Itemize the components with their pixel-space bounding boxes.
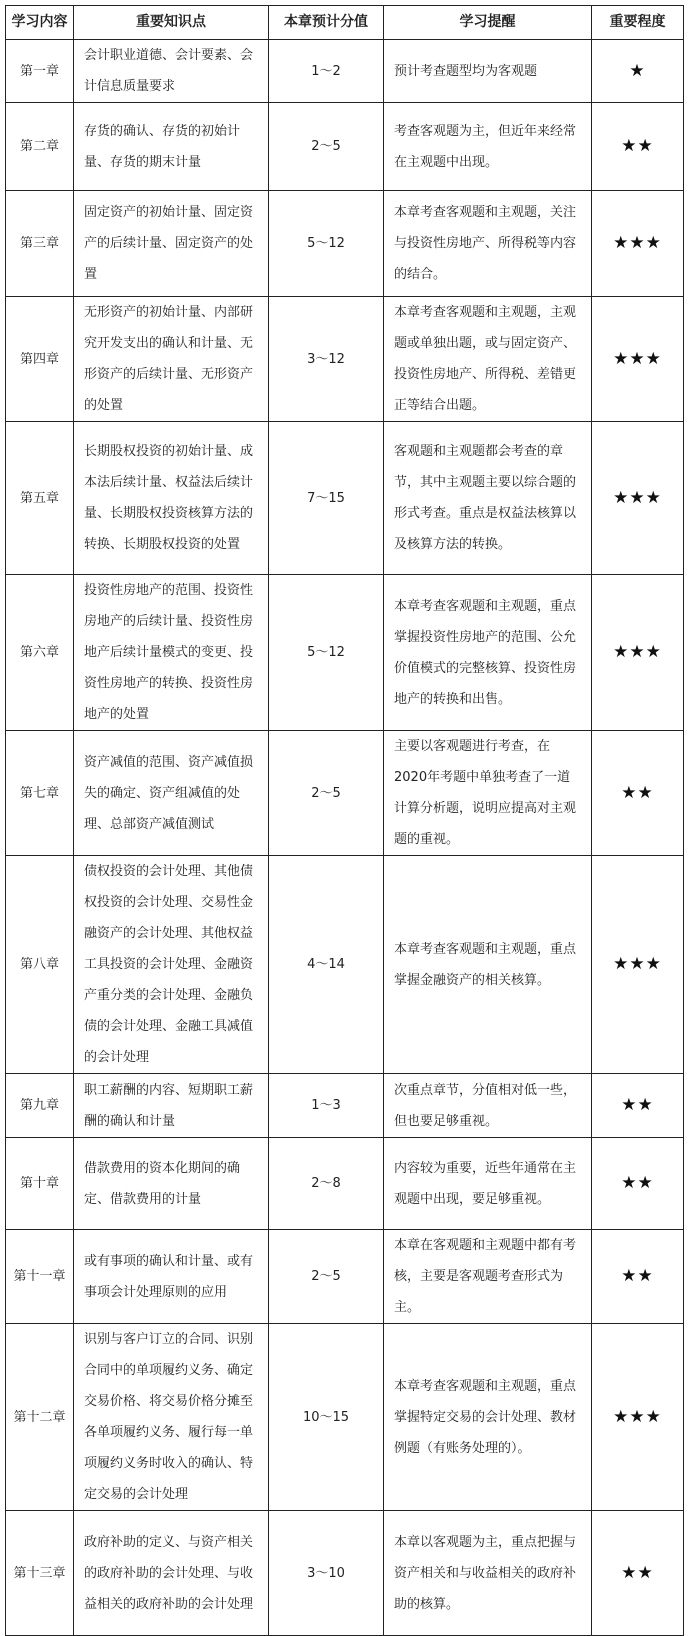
score-cell: 1～2 bbox=[269, 40, 384, 103]
importance-stars: ★★ bbox=[592, 103, 684, 191]
key-points-cell: 长期股权投资的初始计量、成本法后续计量、权益法后续计量、长期股权投资核算方法的转换、长期股权投资的处置 bbox=[74, 422, 269, 575]
score-cell: 3～10 bbox=[269, 1511, 384, 1636]
tips-cell: 本章考查客观题和主观题，重点掌握投资性房地产的范围、公允价值模式的完整核算、投资性房地产的转换和出售。 bbox=[384, 575, 592, 731]
chapter-cell: 第三章 bbox=[6, 191, 74, 297]
importance-stars: ★★★ bbox=[592, 575, 684, 731]
chapter-cell: 第九章 bbox=[6, 1074, 74, 1138]
chapter-cell: 第十章 bbox=[6, 1138, 74, 1230]
score-cell: 3～12 bbox=[269, 297, 384, 422]
importance-stars: ★★ bbox=[592, 731, 684, 856]
chapter-cell: 第十一章 bbox=[6, 1230, 74, 1324]
header-expected-score: 本章预计分值 bbox=[269, 6, 384, 40]
table-row bbox=[6, 731, 684, 856]
key-points-cell: 或有事项的确认和计量、或有事项会计处理原则的应用 bbox=[74, 1230, 269, 1324]
table-row bbox=[6, 1230, 684, 1324]
importance-stars: ★★★ bbox=[592, 422, 684, 575]
tips-cell: 本章考查客观题和主观题，关注与投资性房地产、所得税等内容的结合。 bbox=[384, 191, 592, 297]
chapter-cell: 第十二章 bbox=[6, 1324, 74, 1511]
chapter-cell: 第六章 bbox=[6, 575, 74, 731]
key-points-cell: 借款费用的资本化期间的确定、借款费用的计量 bbox=[74, 1138, 269, 1230]
score-cell: 2～5 bbox=[269, 731, 384, 856]
importance-stars: ★★ bbox=[592, 1511, 684, 1636]
tips-cell: 次重点章节，分值相对低一些，但也要足够重视。 bbox=[384, 1074, 592, 1138]
header-study-tips: 学习提醒 bbox=[384, 6, 592, 40]
score-cell: 10～15 bbox=[269, 1324, 384, 1511]
tips-cell: 本章以客观题为主，重点把握与资产相关和与收益相关的政府补助的核算。 bbox=[384, 1511, 592, 1636]
score-cell: 5～12 bbox=[269, 191, 384, 297]
tips-cell: 本章考查客观题和主观题，重点掌握特定交易的会计处理、教材例题（有账务处理的）。 bbox=[384, 1324, 592, 1511]
importance-stars: ★★★ bbox=[592, 856, 684, 1074]
key-points-cell: 资产减值的范围、资产减值损失的确定、资产组减值的处理、总部资产减值测试 bbox=[74, 731, 269, 856]
tips-cell: 本章考查客观题和主观题，主观题或单独出题，或与固定资产、投资性房地产、所得税、差错更正等结合出题。 bbox=[384, 297, 592, 422]
key-points-cell: 职工薪酬的内容、短期职工薪酬的确认和计量 bbox=[74, 1074, 269, 1138]
importance-stars: ★★ bbox=[592, 1138, 684, 1230]
tips-cell: 主要以客观题进行考查，在2020年考题中单独考查了一道计算分析题，说明应提高对主观题的重视。 bbox=[384, 731, 592, 856]
key-points-cell: 无形资产的初始计量、内部研究开发支出的确认和计量、无形资产的后续计量、无形资产的处置 bbox=[74, 297, 269, 422]
table-row bbox=[6, 1138, 684, 1230]
chapter-cell: 第八章 bbox=[6, 856, 74, 1074]
importance-stars: ★★★ bbox=[592, 1324, 684, 1511]
table-row bbox=[6, 856, 684, 1074]
chapter-cell: 第十三章 bbox=[6, 1511, 74, 1636]
score-cell: 5～12 bbox=[269, 575, 384, 731]
importance-stars: ★★★ bbox=[592, 297, 684, 422]
key-points-cell: 存货的确认、存货的初始计量、存货的期末计量 bbox=[74, 103, 269, 191]
table-row bbox=[6, 1511, 684, 1636]
table-row bbox=[6, 40, 684, 103]
table-row bbox=[6, 1324, 684, 1511]
chapter-cell: 第四章 bbox=[6, 297, 74, 422]
importance-stars: ★★★ bbox=[592, 191, 684, 297]
key-points-cell: 债权投资的会计处理、其他债权投资的会计处理、交易性金融资产的会计处理、其他权益工具投资的会计处理、金融资产重分类的会计处理、金融负债的会计处理、金融工具减值的会计处理 bbox=[74, 856, 269, 1074]
key-points-cell: 投资性房地产的范围、投资性房地产的后续计量、投资性房地产后续计量模式的变更、投资性房地产的转换、投资性房地产的处置 bbox=[74, 575, 269, 731]
score-cell: 4～14 bbox=[269, 856, 384, 1074]
importance-stars: ★ bbox=[592, 40, 684, 103]
table-header-row bbox=[6, 6, 684, 40]
score-cell: 1～3 bbox=[269, 1074, 384, 1138]
header-key-points: 重要知识点 bbox=[74, 6, 269, 40]
key-points-cell: 政府补助的定义、与资产相关的政府补助的会计处理、与收益相关的政府补助的会计处理 bbox=[74, 1511, 269, 1636]
table-row bbox=[6, 575, 684, 731]
score-cell: 2～5 bbox=[269, 1230, 384, 1324]
key-points-cell: 固定资产的初始计量、固定资产的后续计量、固定资产的处置 bbox=[74, 191, 269, 297]
tips-cell: 本章考查客观题和主观题，重点掌握金融资产的相关核算。 bbox=[384, 856, 592, 1074]
key-points-cell: 会计职业道德、会计要素、会计信息质量要求 bbox=[74, 40, 269, 103]
importance-stars: ★★ bbox=[592, 1074, 684, 1138]
importance-stars: ★★ bbox=[592, 1230, 684, 1324]
tips-cell: 客观题和主观题都会考查的章节，其中主观题主要以综合题的形式考查。重点是权益法核算以及核算方法的转换。 bbox=[384, 422, 592, 575]
chapter-cell: 第二章 bbox=[6, 103, 74, 191]
tips-cell: 考查客观题为主，但近年来经常在主观题中出现。 bbox=[384, 103, 592, 191]
table-row bbox=[6, 191, 684, 297]
table-row bbox=[6, 422, 684, 575]
study-table-container bbox=[5, 5, 683, 1636]
score-cell: 7～15 bbox=[269, 422, 384, 575]
score-cell: 2～5 bbox=[269, 103, 384, 191]
study-plan-table bbox=[5, 5, 684, 1636]
score-cell: 2～8 bbox=[269, 1138, 384, 1230]
header-study-content: 学习内容 bbox=[6, 6, 74, 40]
chapter-cell: 第一章 bbox=[6, 40, 74, 103]
header-importance: 重要程度 bbox=[592, 6, 684, 40]
chapter-cell: 第五章 bbox=[6, 422, 74, 575]
key-points-cell: 识别与客户订立的合同、识别合同中的单项履约义务、确定交易价格、将交易价格分摊至各单项履约义务、履行每一单项履约义务时收入的确认、特定交易的会计处理 bbox=[74, 1324, 269, 1511]
chapter-cell: 第七章 bbox=[6, 731, 74, 856]
tips-cell: 预计考查题型均为客观题 bbox=[384, 40, 592, 103]
table-row bbox=[6, 297, 684, 422]
tips-cell: 本章在客观题和主观题中都有考核，主要是客观题考查形式为主。 bbox=[384, 1230, 592, 1324]
tips-cell: 内容较为重要，近些年通常在主观题中出现，要足够重视。 bbox=[384, 1138, 592, 1230]
table-row bbox=[6, 1074, 684, 1138]
table-row bbox=[6, 103, 684, 191]
